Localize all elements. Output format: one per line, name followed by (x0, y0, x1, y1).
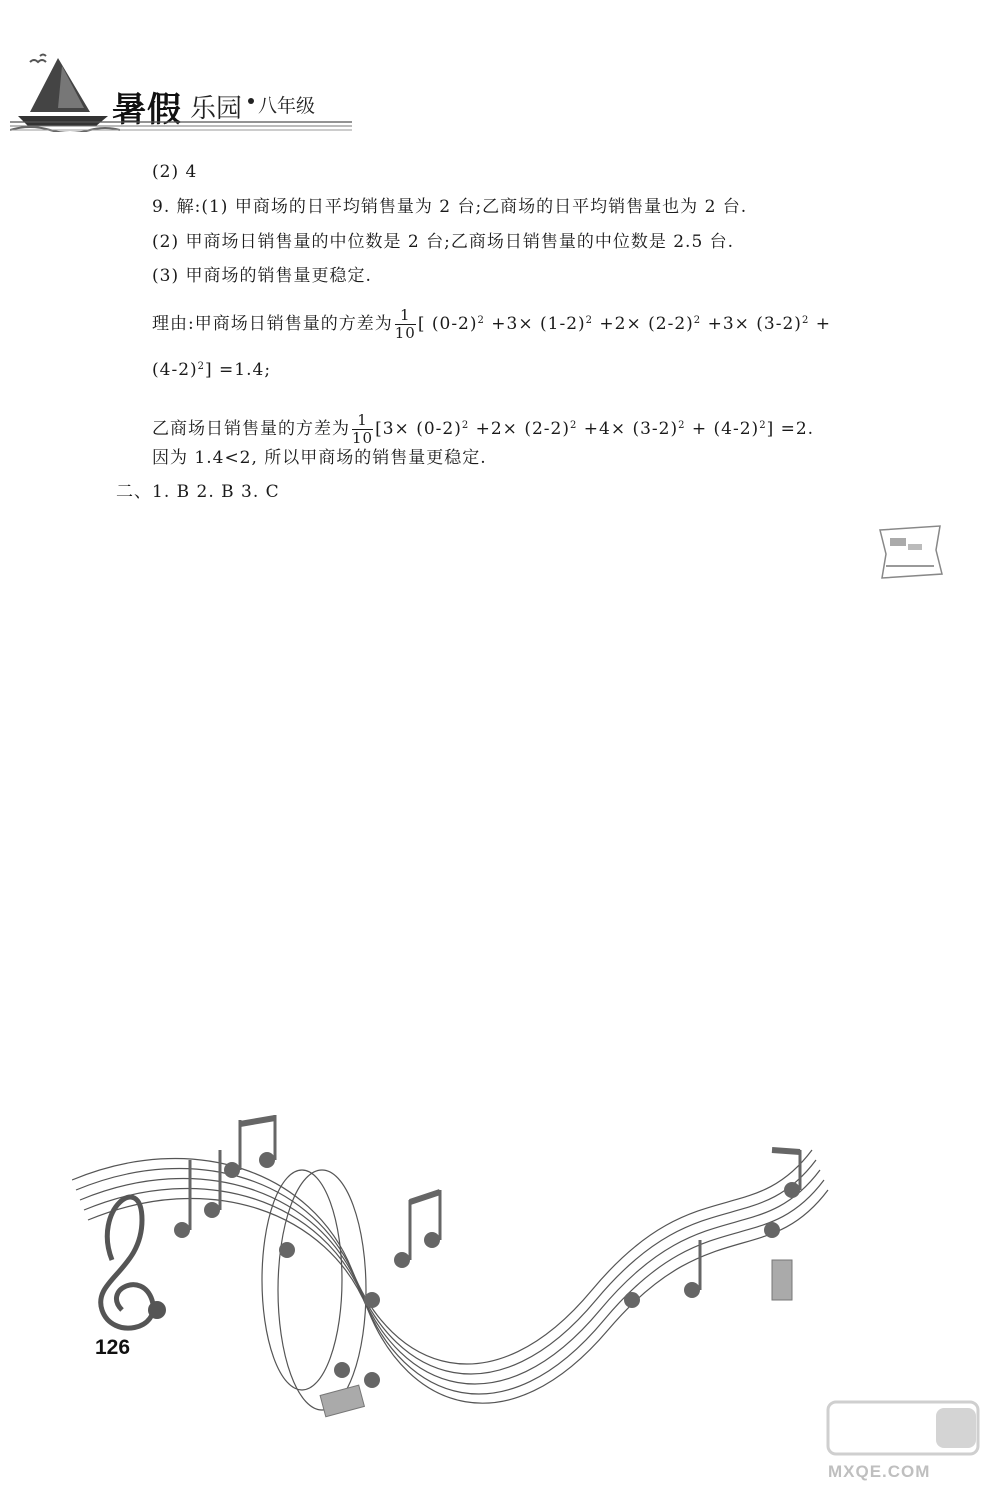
fraction-one-tenth (352, 412, 373, 447)
header-separator-dot (248, 98, 254, 104)
fraction-denominator: 10 (352, 429, 374, 447)
header-grade: 八年级 (258, 95, 316, 117)
exponent: 2 (477, 315, 485, 326)
expr-part: [3× (0-2) (375, 419, 462, 439)
expr-part: +3× (1-2) (484, 314, 586, 334)
conclusion-line: 因为 1.4<2, 所以甲商场的销售量更稳定. (152, 448, 487, 468)
exponent: 2 (678, 420, 686, 431)
stamp-icon (876, 524, 944, 580)
expr-part: ] =2. (766, 419, 815, 439)
expr-part: +2× (2-2) (593, 314, 694, 334)
expr-part: +2× (2-2) (469, 419, 570, 439)
yi-prefix: 乙商场日销售量的方差为 (152, 419, 350, 439)
exponent: 2 (197, 361, 206, 372)
exponent: 2 (461, 420, 470, 431)
answer-9-part-3: (3) 甲商场的销售量更稳定. (152, 266, 372, 286)
header-title: 暑假 (112, 90, 182, 130)
reason-jia-variance (152, 307, 831, 342)
watermark-text: MXQE.COM (828, 1462, 931, 1481)
expr-part: + (809, 314, 831, 334)
exponent: 2 (801, 315, 810, 326)
reason-yi-variance (152, 412, 814, 447)
expr-part: + (4-2) (685, 419, 760, 439)
exponent: 2 (585, 315, 594, 326)
page-number: 126 (95, 1336, 131, 1359)
expr-part: [ (0-2) (417, 314, 478, 334)
fraction-one-tenth (395, 307, 416, 342)
answer-9-part-2: (2) 甲商场日销售量的中位数是 2 台;乙商场日销售量的中位数是 2.5 台. (152, 232, 735, 252)
exponent: 2 (569, 420, 578, 431)
expr-part: ] =1.4; (205, 360, 272, 380)
exponent: 2 (693, 315, 702, 326)
header-subtitle: 乐园 (190, 94, 243, 124)
reason-prefix: 理由:甲商场日销售量的方差为 (152, 314, 393, 334)
answer-line-2-4: (2) 4 (152, 162, 198, 182)
exponent: 2 (759, 420, 767, 431)
fraction-numerator: 1 (352, 412, 373, 430)
section-two-answers: 二、1. B 2. B 3. C (116, 482, 280, 502)
fraction-denominator: 10 (394, 324, 416, 342)
expr-part: +4× (3-2) (577, 419, 679, 439)
header-rule (10, 120, 352, 134)
answer-9-part-1: 9. 解:(1) 甲商场的日平均销售量为 2 台;乙商场的日平均销售量也为 2 台. (152, 197, 748, 217)
reason-jia-variance-cont (152, 355, 271, 382)
expr-part: (4-2) (152, 360, 198, 380)
music-staff-illustration (72, 1110, 840, 1450)
fraction-numerator: 1 (395, 307, 416, 325)
expr-part: +3× (3-2) (701, 314, 802, 334)
